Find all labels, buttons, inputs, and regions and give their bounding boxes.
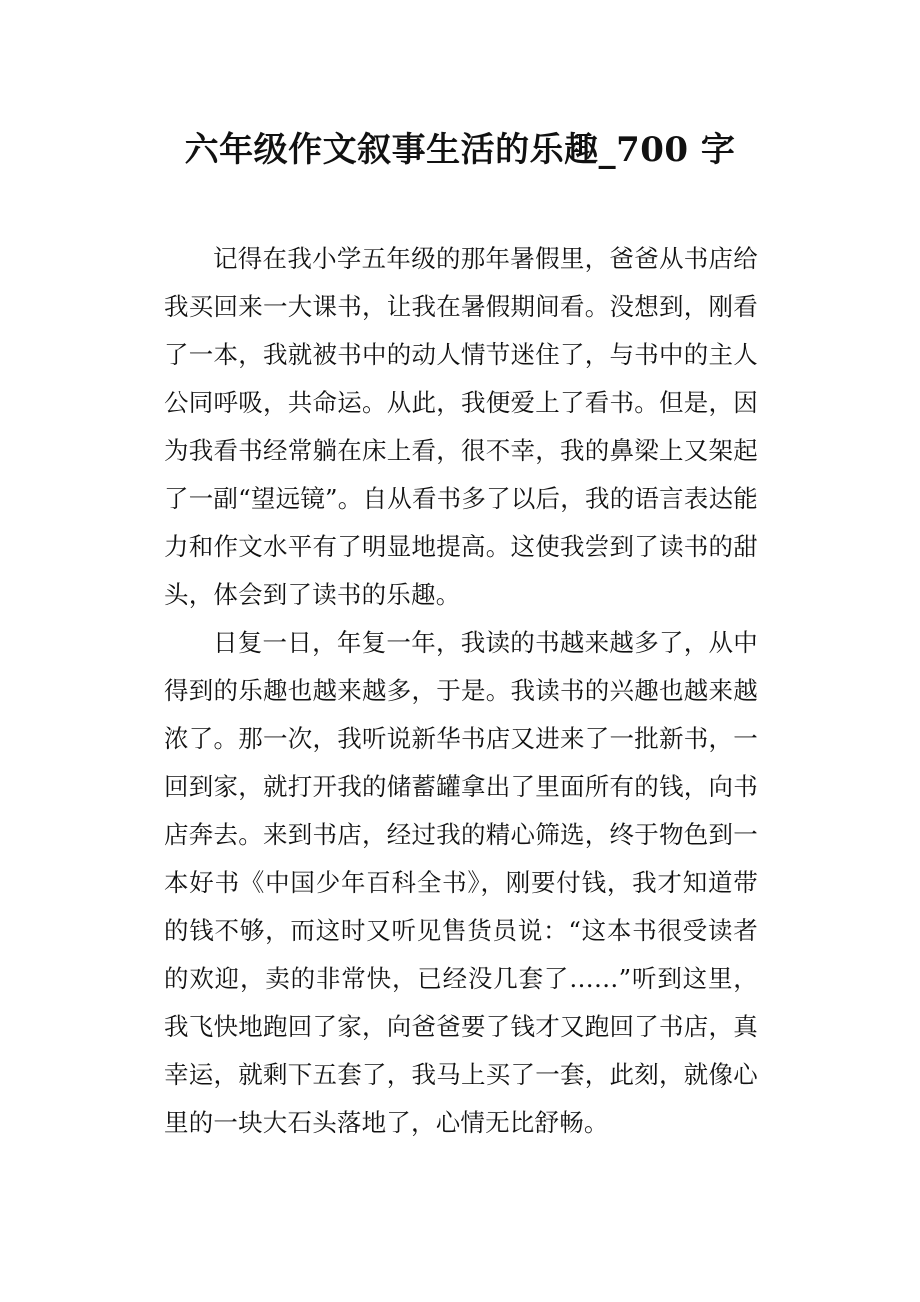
- document-title: 六年级作文叙事生活的乐趣_700 字: [184, 130, 736, 170]
- document-body: [164, 235, 758, 1147]
- paragraph: 日复一日，年复一年，我读的书越来越多了，从中得到的乐趣也越来越多，于是。我读书的兴趣也越来越浓了。那一次，我听说新华书店又进来了一批新书，一回到家，就打开我的储蓄罐拿出了里面所有的钱，向书店奔去。来到书店，经过我的精心筛选，终于物色到一本好书《中国少年百科全书》，刚要付钱，我才知道带的钱不够，而这时又听见售货员说：“这本书很受读者的欢迎，卖的非常快，已经没几套了……”听到这里，我飞快地跑回了家，向爸爸要了钱才又跑回了书店，真幸运，就剩下五套了，我马上买了一套，此刻，就像心里的一块大石头落地了，心情无比舒畅。: [164, 628, 758, 1137]
- paragraph: 记得在我小学五年级的那年暑假里，爸爸从书店给我买回来一大课书，让我在暑假期间看。没想到，刚看了一本，我就被书中的动人情节迷住了，与书中的主人公同呼吸，共命运。从此，我便爱上了看书。但是，因为我看书经常躺在床上看，很不幸，我的鼻梁上又架起了一副“望远镜”。自从看书多了以后，我的语言表达能力和作文水平有了明显地提高。这使我尝到了读书的甜头，体会到了读书的乐趣。: [164, 244, 758, 609]
